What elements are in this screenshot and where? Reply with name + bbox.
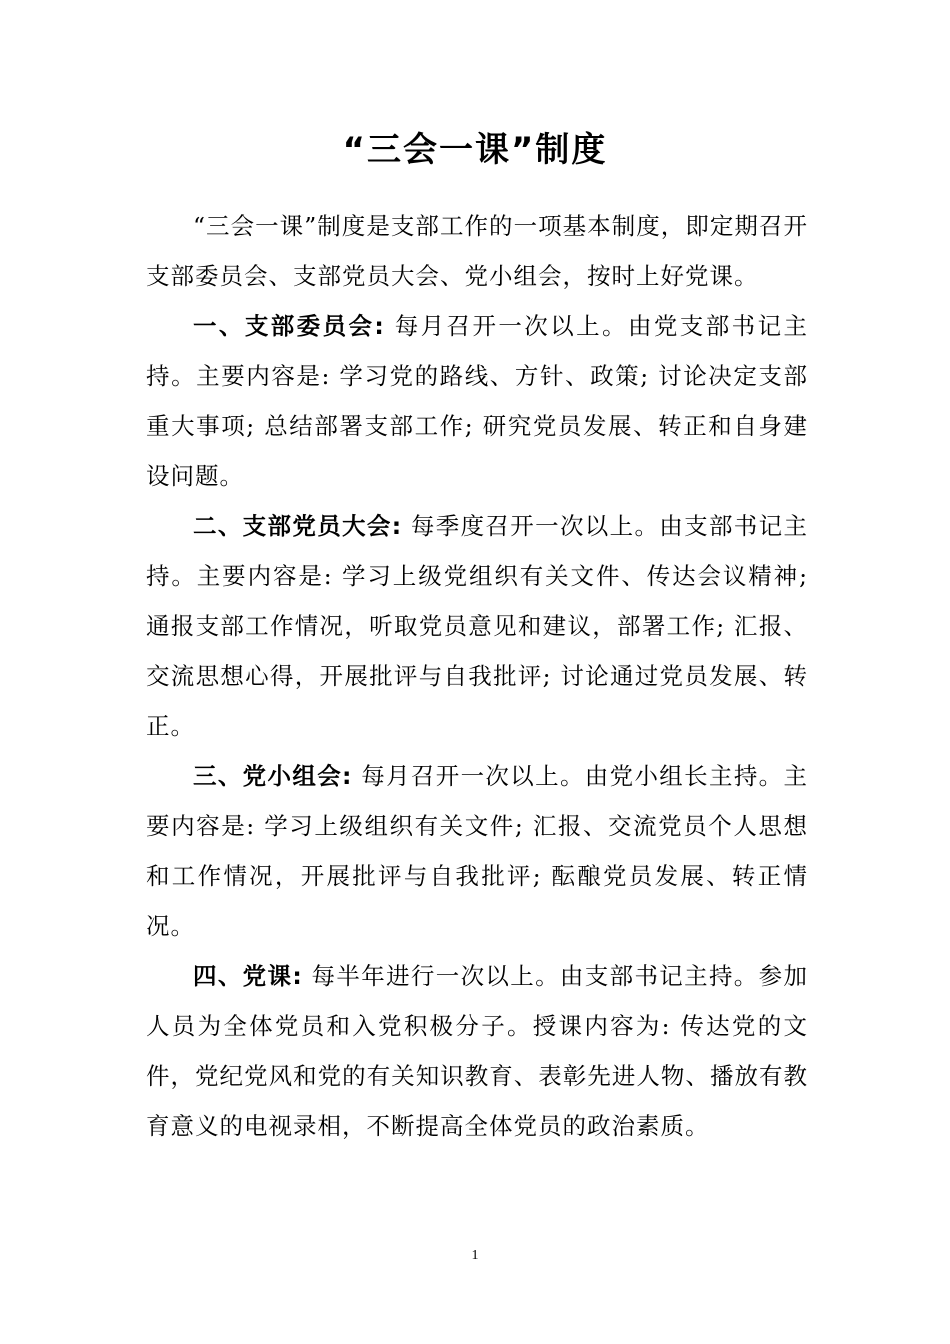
section-text: 每月召开一次以上。由党支部书记主持。主要内容是: 学习党的路线、方针、政策; 讨论决定支部重大事项; 总结部署支部工作; 研究党员发展、转正和自身建设问题。 <box>146 312 808 490</box>
document-body <box>146 201 808 1151</box>
section-text: 每季度召开一次以上。由支部书记主持。主要内容是: 学习上级党组织有关文件、传达会议精神; 通报支部工作情况，听取党员意见和建议，部署工作; 汇报、交流思想心得，开展批评与自我批评; 讨论通过党员发展、转正。 <box>146 512 808 740</box>
page-number: 1 <box>471 1248 479 1263</box>
section-paragraph <box>146 301 808 501</box>
intro-paragraph: “三会一课”制度是支部工作的一项基本制度，即定期召开支部委员会、支部党员大会、党小组会，按时上好党课。 <box>146 212 808 290</box>
section-heading: 三、党小组会: <box>193 762 353 790</box>
document-title: “三会一课”制度 <box>342 130 608 170</box>
section-heading: 一、支部委员会: <box>193 312 385 340</box>
section-paragraph <box>146 951 808 1151</box>
section-text: 每月召开一次以上。由党小组长主持。主要内容是: 学习上级组织有关文件; 汇报、交流党员个人思想和工作情况，开展批评与自我批评; 酝酿党员发展、转正情况。 <box>146 762 808 940</box>
section-text: 每半年进行一次以上。由支部书记主持。参加人员为全体党员和入党积极分子。授课内容为: 传达党的文件，党纪党风和党的有关知识教育、表彰先进人物、播放有教育意义的电视录相，不断提高全体党员的政治素质。 <box>146 962 808 1140</box>
section-paragraph <box>146 751 808 951</box>
section-paragraph <box>146 501 808 751</box>
section-heading: 二、支部党员大会: <box>193 512 403 540</box>
section-heading: 四、党课: <box>193 962 303 990</box>
